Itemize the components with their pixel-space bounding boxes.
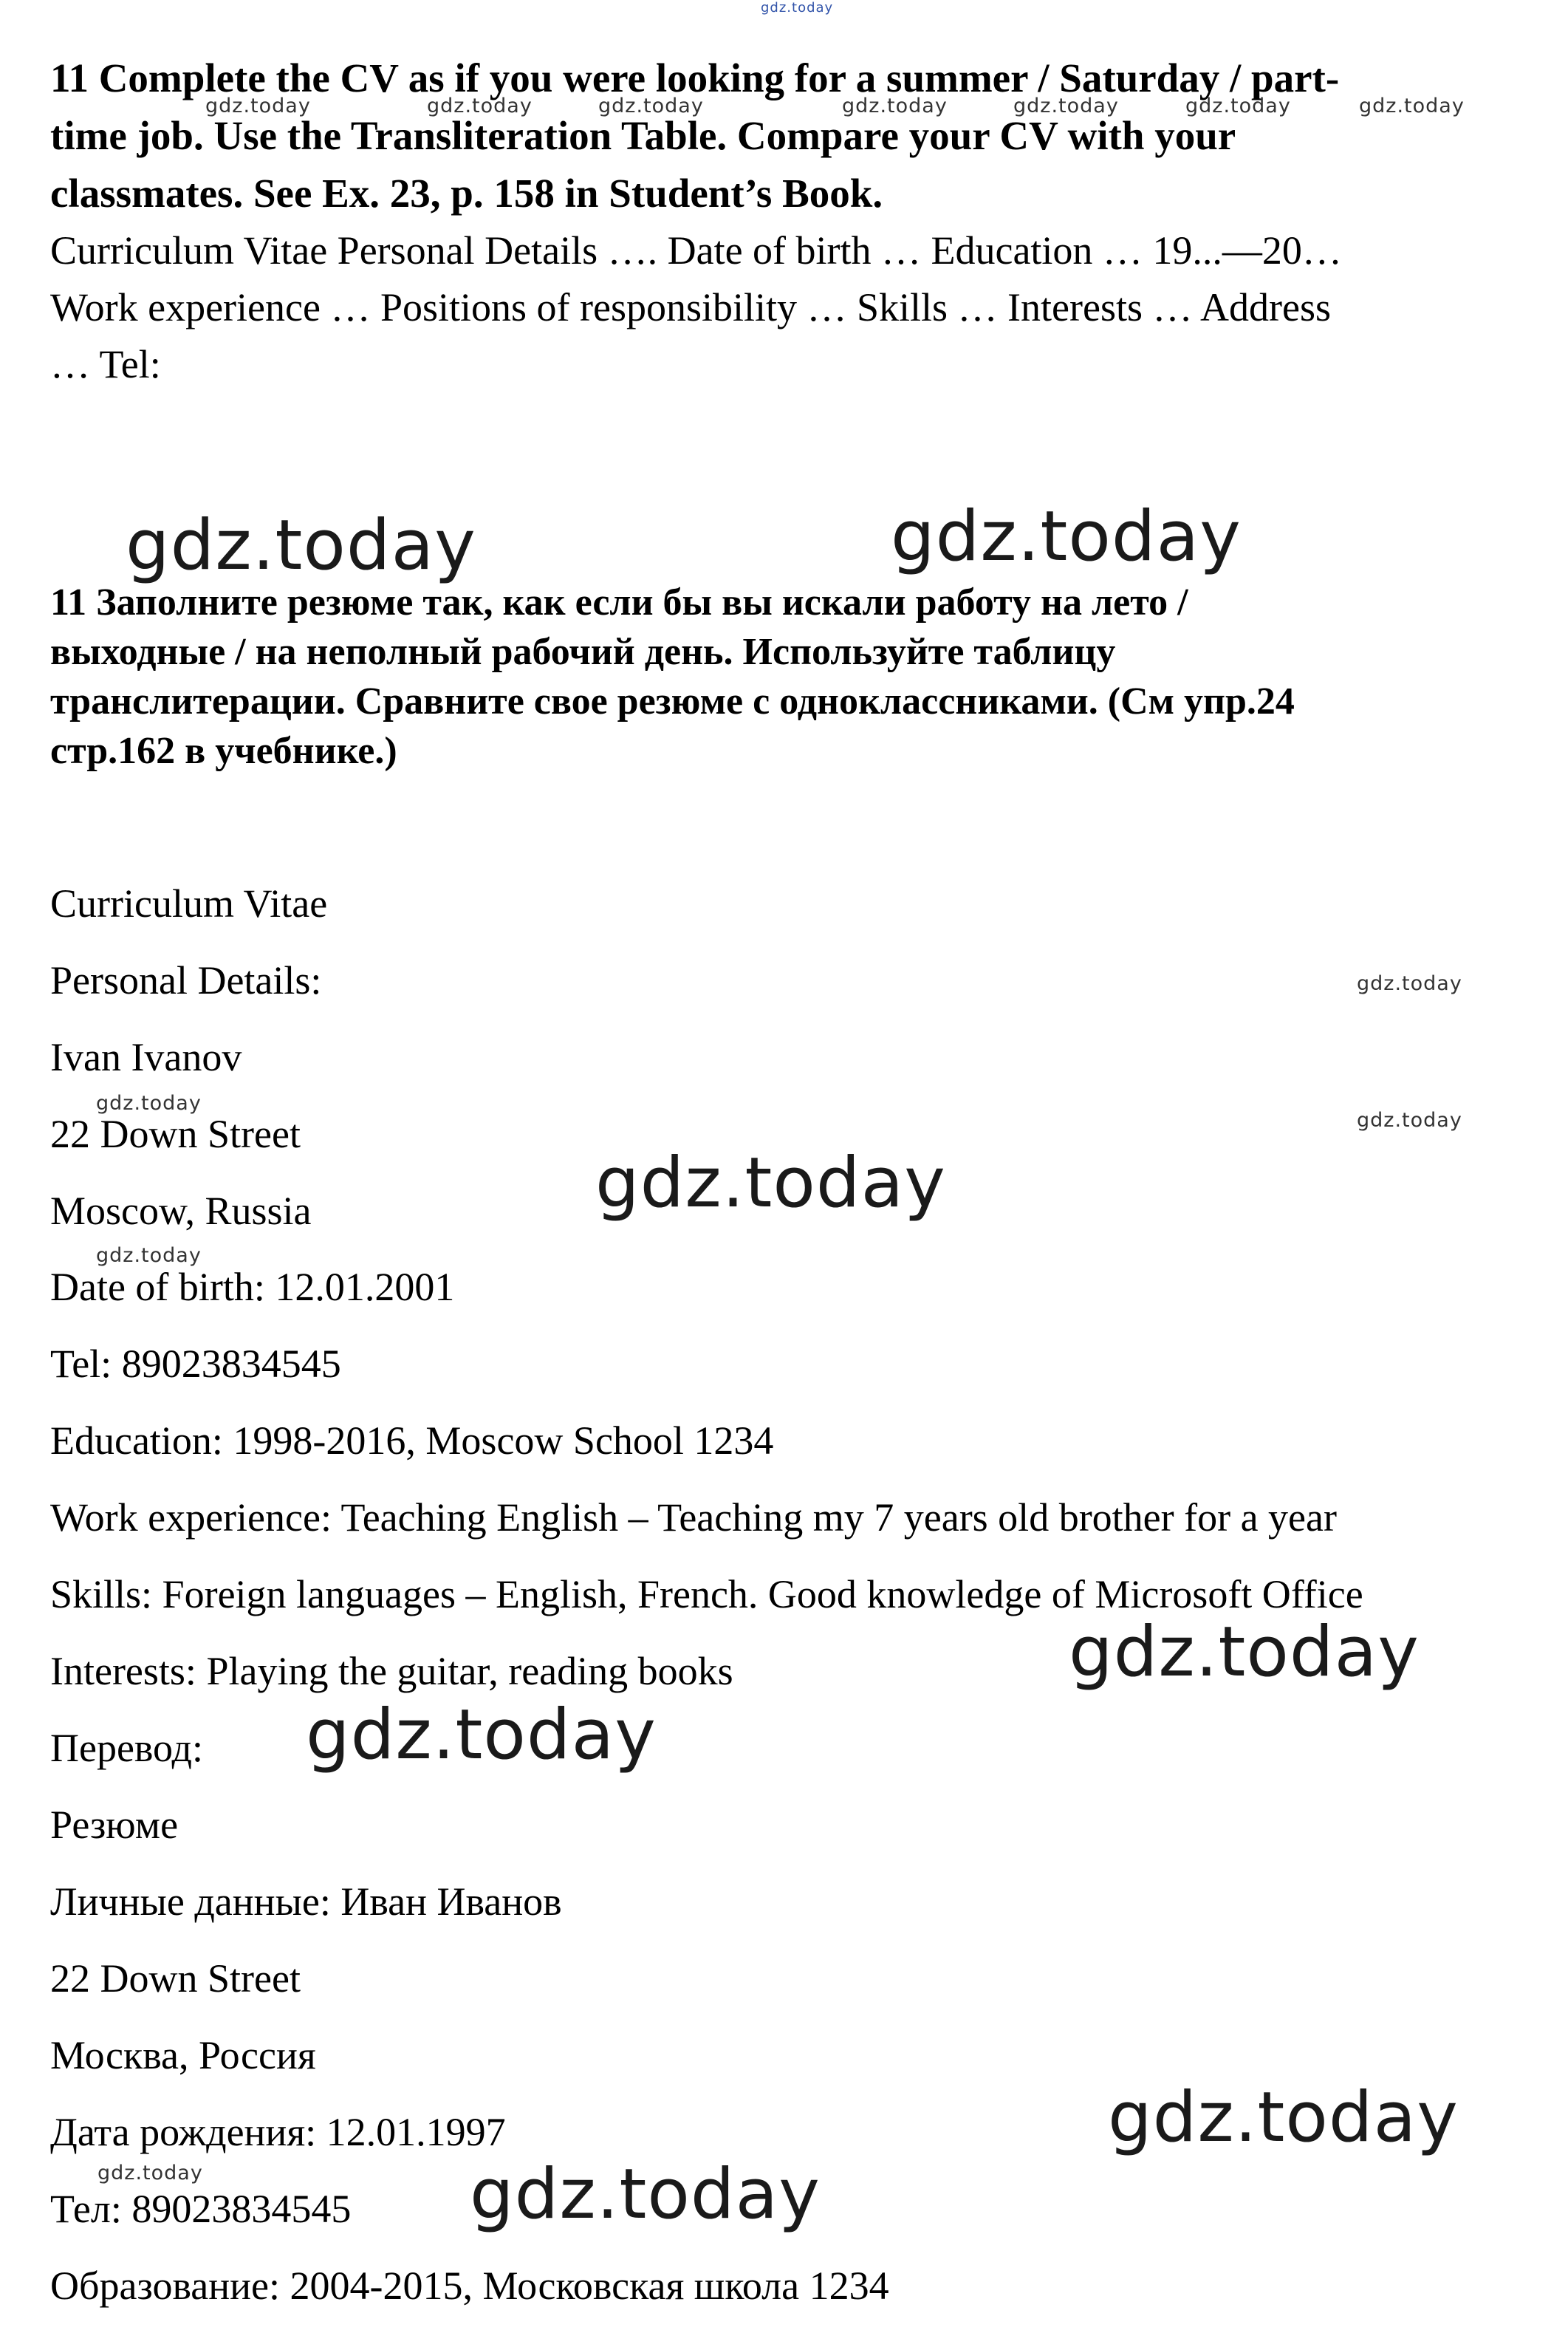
- watermark-small: gdz.today: [598, 95, 704, 117]
- translation-title: Резюме: [50, 1803, 179, 1847]
- task-en-line-2: time job. Use the Transliteration Table. Compare your CV with your: [50, 113, 1236, 158]
- task-ru-line-4: стр.162 в учебнике.): [50, 730, 397, 772]
- cv-work-experience: Work experience: Teaching English – Teaching my 7 years old brother for a year: [50, 1495, 1337, 1540]
- task-en-line-4: Curriculum Vitae Personal Details …. Date of birth … Education … 19...—20…: [50, 228, 1342, 273]
- watermark-small: gdz.today: [1357, 1109, 1462, 1132]
- translation-heading: Перевод:: [50, 1726, 203, 1770]
- translation-city: Москва, Россия: [50, 2033, 316, 2077]
- watermark-medium: gdz.today: [470, 2154, 821, 2235]
- cv-tel: Tel: 89023834545: [50, 1342, 341, 1386]
- watermark-small: gdz.today: [842, 95, 948, 117]
- watermark-large: gdz.today: [126, 505, 476, 586]
- translation-tel: Тел: 89023834545: [50, 2187, 352, 2231]
- cv-street: 22 Down Street: [50, 1112, 301, 1156]
- translation-date-of-birth: Дата рождения: 12.01.1997: [50, 2110, 506, 2154]
- task-en-line-3: classmates. See Ex. 23, p. 158 in Student’s Book.: [50, 171, 883, 216]
- cv-education: Education: 1998-2016, Moscow School 1234: [50, 1418, 774, 1463]
- task-en-line-1: 11 Complete the CV as if you were looking for a summer / Saturday / part-: [50, 55, 1340, 100]
- watermark-small: gdz.today: [1357, 972, 1462, 995]
- watermark-top: gdz.today: [761, 0, 834, 16]
- cv-skills: Skills: Foreign languages – English, French. Good knowledge of Microsoft Office: [50, 1572, 1363, 1616]
- watermark-small: gdz.today: [97, 2162, 203, 2185]
- watermark-large: gdz.today: [1069, 1612, 1420, 1692]
- watermark-small: gdz.today: [427, 95, 533, 117]
- cv-personal-details: Personal Details:: [50, 958, 322, 1002]
- task-en-line-5: Work experience … Positions of responsibility … Skills … Interests … Address: [50, 285, 1331, 329]
- watermark-large: gdz.today: [595, 1143, 946, 1223]
- translation-education: Образование: 2004-2015, Московская школа 1234: [50, 2264, 889, 2308]
- watermark-small: gdz.today: [1185, 95, 1291, 117]
- task-ru-line-2: выходные / на неполный рабочий день. Используйте таблицу: [50, 631, 1116, 673]
- watermark-large: gdz.today: [1108, 2077, 1459, 2158]
- watermark-small: gdz.today: [1013, 95, 1119, 117]
- watermark-small: gdz.today: [96, 1092, 202, 1115]
- translation-street: 22 Down Street: [50, 1956, 301, 2001]
- task-en-line-6: … Tel:: [50, 342, 161, 386]
- task-ru-line-3: транслитерации. Сравните свое резюме с одноклассниками. (См упр.24: [50, 680, 1295, 723]
- task-ru-line-1: 11 Заполните резюме так, как если бы вы искали работу на лето /: [50, 581, 1188, 624]
- watermark-small: gdz.today: [1359, 95, 1465, 117]
- watermark-large: gdz.today: [891, 496, 1242, 577]
- watermark-large: gdz.today: [306, 1695, 657, 1775]
- cv-interests: Interests: Playing the guitar, reading books: [50, 1649, 733, 1693]
- cv-city: Moscow, Russia: [50, 1189, 312, 1233]
- cv-name: Ivan Ivanov: [50, 1035, 242, 1079]
- cv-title: Curriculum Vitae: [50, 881, 328, 926]
- cv-date-of-birth: Date of birth: 12.01.2001: [50, 1265, 455, 1309]
- translation-personal-details: Личные данные: Иван Иванов: [50, 1879, 562, 1924]
- watermark-small: gdz.today: [205, 95, 311, 117]
- watermark-small: gdz.today: [96, 1244, 202, 1267]
